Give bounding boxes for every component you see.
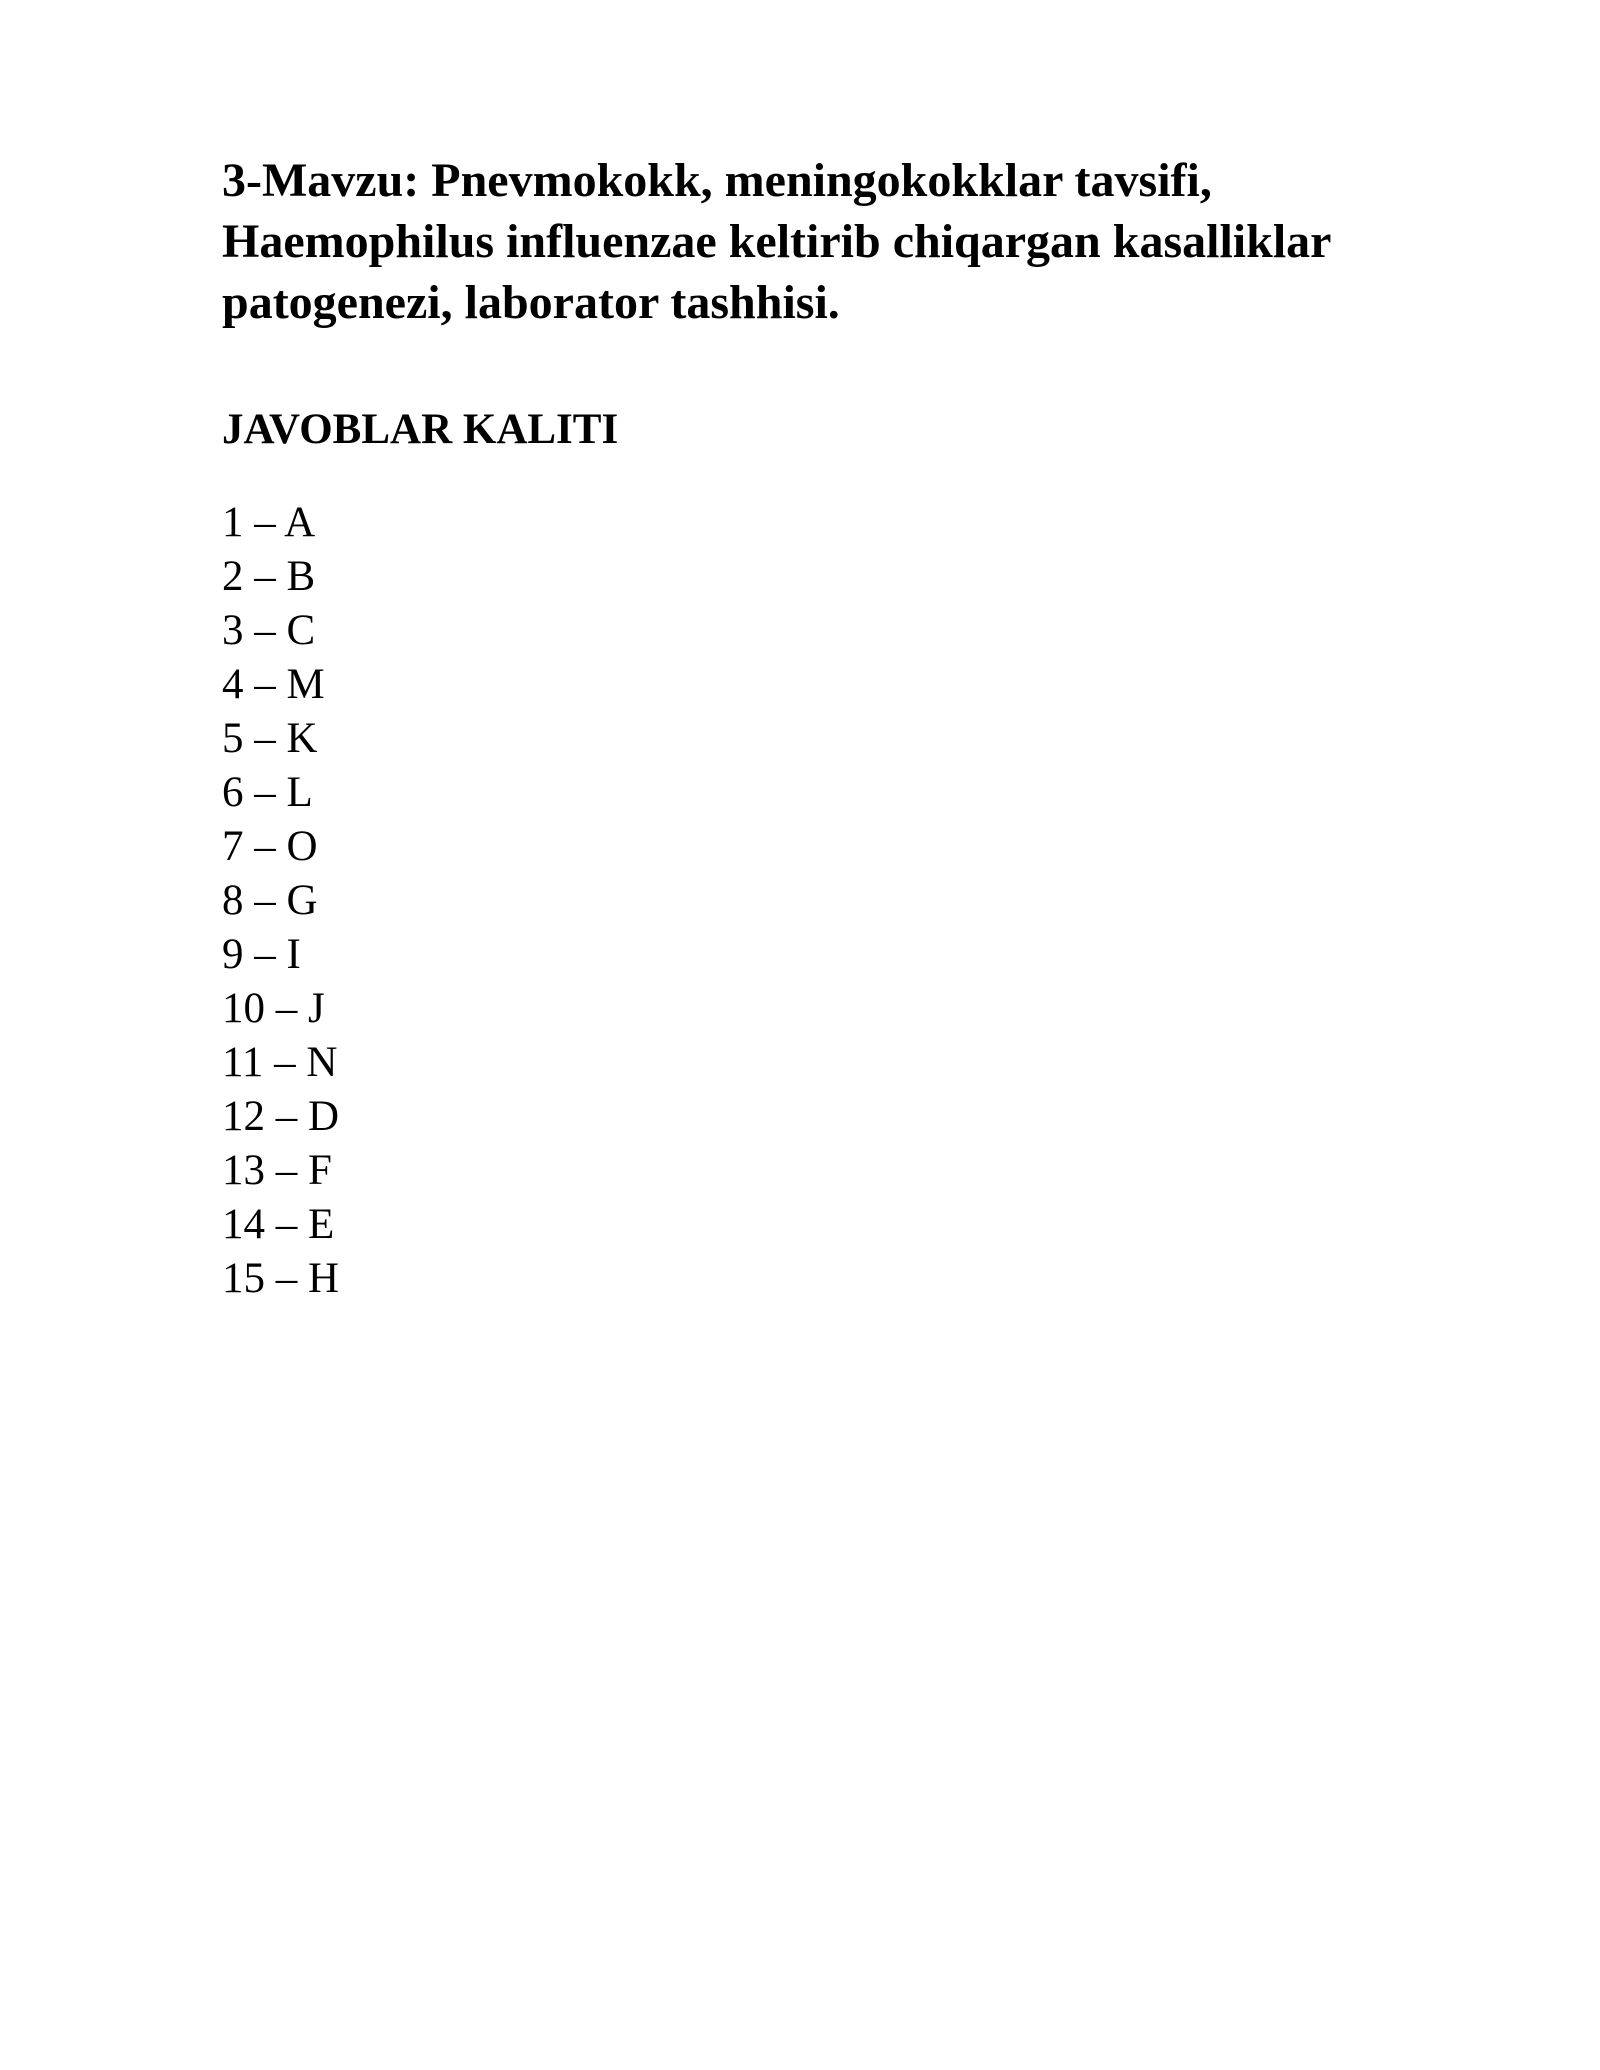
answer-item: 4 – M bbox=[222, 661, 325, 708]
answer-item: 12 – D bbox=[222, 1093, 340, 1140]
document-page bbox=[222, 150, 1482, 1302]
answer-item: 15 – H bbox=[222, 1255, 340, 1302]
answer-item: 1 – A bbox=[222, 499, 316, 546]
answer-item: 11 – N bbox=[222, 1039, 338, 1086]
title-line: 3-Mavzu: Pnevmokokk, meningokokklar tavsifi, bbox=[222, 154, 1212, 207]
answer-item: 8 – G bbox=[222, 877, 318, 924]
answer-item: 13 – F bbox=[222, 1147, 332, 1194]
answer-item: 3 – C bbox=[222, 607, 316, 654]
answer-key-heading: JAVOBLAR KALITI bbox=[222, 406, 619, 453]
answer-item: 5 – K bbox=[222, 715, 318, 762]
answer-item: 6 – L bbox=[222, 769, 313, 816]
answer-item: 10 – J bbox=[222, 985, 325, 1032]
title-line: patogenezi, laborator tashhisi. bbox=[222, 276, 840, 329]
document-title bbox=[222, 150, 1482, 333]
answer-item: 9 – I bbox=[222, 931, 301, 978]
answer-key-list bbox=[222, 496, 339, 1306]
answer-item: 2 – B bbox=[222, 553, 316, 600]
answer-item: 14 – E bbox=[222, 1201, 335, 1248]
answer-item: 7 – O bbox=[222, 823, 318, 870]
title-line: Haemophilus influenzae keltirib chiqargan kasalliklar bbox=[222, 215, 1332, 268]
